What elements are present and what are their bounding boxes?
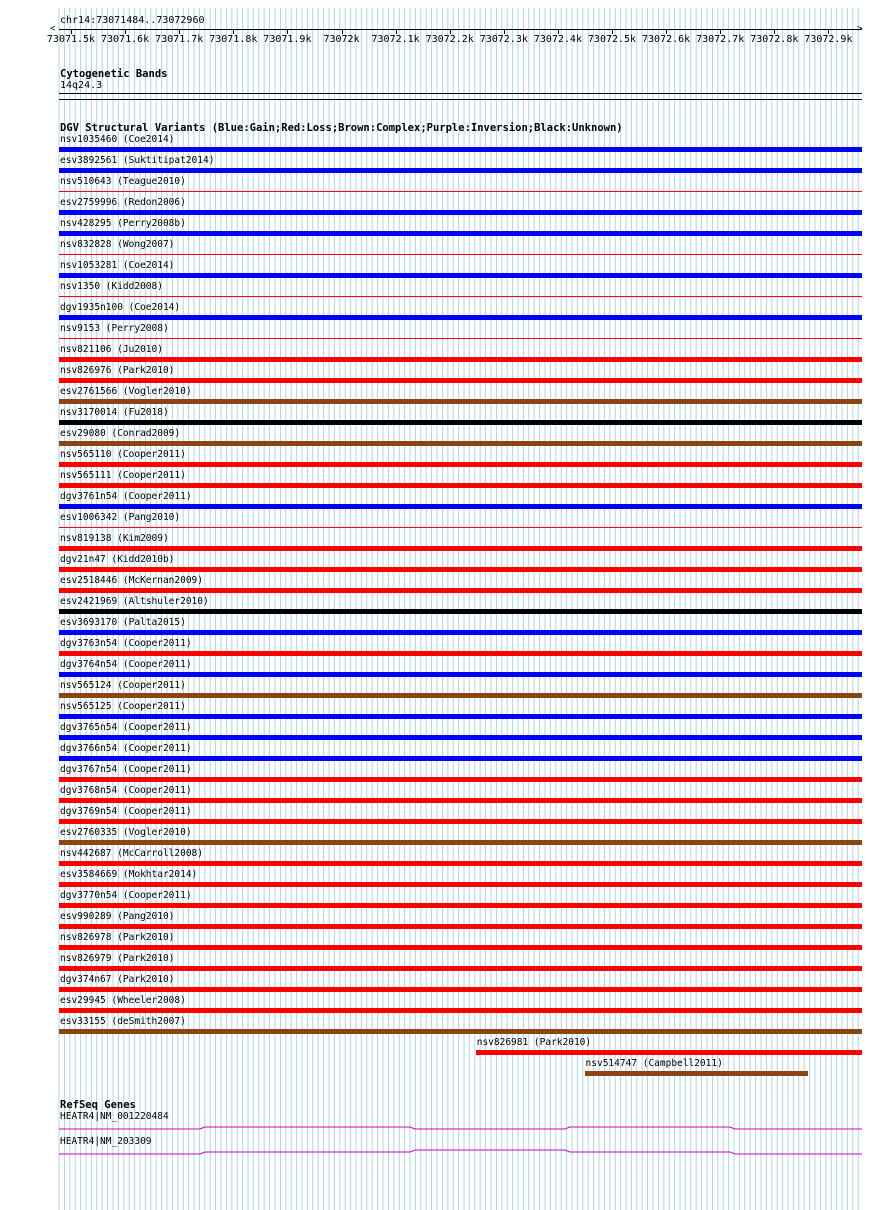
gene-model[interactable] xyxy=(59,1127,862,1129)
variant-label[interactable]: dgv374n67 (Park2010) xyxy=(60,974,175,985)
gene-model[interactable] xyxy=(59,1150,862,1154)
variant-label[interactable]: nsv510643 (Teague2010) xyxy=(60,176,186,187)
variant-label[interactable]: dgv3763n54 (Cooper2011) xyxy=(60,638,192,649)
variant-label[interactable]: esv3693170 (Palta2015) xyxy=(60,617,186,628)
ruler-tick-label: 73072k xyxy=(323,34,360,45)
region-label: chr14:73071484..73072960 xyxy=(60,15,205,26)
ruler-tick-label: 73071.5k xyxy=(46,34,96,45)
variant-label[interactable]: nsv565110 (Cooper2011) xyxy=(60,449,186,460)
variant-label[interactable]: nsv565125 (Cooper2011) xyxy=(60,701,186,712)
ruler-tick-label: 73072.8k xyxy=(750,34,799,45)
variant-label[interactable]: esv1006342 (Pang2010) xyxy=(60,512,181,523)
ruler-tick-label: 73072.4k xyxy=(533,34,582,45)
variant-label[interactable]: dgv3765n54 (Cooper2011) xyxy=(60,722,192,733)
variant-label[interactable]: nsv442687 (McCarroll2008) xyxy=(60,848,203,859)
dgv-track-title[interactable]: DGV Structural Variants (Blue:Gain;Red:Loss;Brown:Complex;Purple:Inversion;Black:Unknown) xyxy=(60,122,623,134)
variant-label[interactable]: nsv826976 (Park2010) xyxy=(60,365,175,376)
variant-label[interactable]: dgv1935n100 (Coe2014) xyxy=(60,302,181,313)
variant-label[interactable]: esv2761566 (Vogler2010) xyxy=(60,386,192,397)
ruler-tick-label: 73071.9k xyxy=(263,34,312,45)
gene-label[interactable]: HEATR4|NM_001220484 xyxy=(60,1111,169,1122)
variant-label[interactable]: nsv826979 (Park2010) xyxy=(60,953,175,964)
variant-label[interactable]: esv2760335 (Vogler2010) xyxy=(60,827,192,838)
ruler-tick-label: 73072.1k xyxy=(371,34,420,45)
variant-label[interactable]: dgv3768n54 (Cooper2011) xyxy=(60,785,192,796)
variant-label[interactable]: dgv3761n54 (Cooper2011) xyxy=(60,491,192,502)
variant-label[interactable]: nsv826981 (Park2010) xyxy=(476,1037,592,1048)
variant-label[interactable]: nsv3170014 (Fu2018) xyxy=(60,407,169,418)
variant-label[interactable]: nsv1350 (Kidd2008) xyxy=(60,281,163,292)
variant-label[interactable]: nsv826978 (Park2010) xyxy=(60,932,175,943)
variant-label[interactable]: esv29080 (Conrad2009) xyxy=(60,428,181,439)
variant-label[interactable]: nsv832828 (Wong2007) xyxy=(60,239,175,250)
cytoband-track-title[interactable]: Cytogenetic Bands xyxy=(60,68,168,80)
variant-label[interactable]: esv3584669 (Mokhtar2014) xyxy=(60,869,198,880)
variant-label[interactable]: dgv3764n54 (Cooper2011) xyxy=(60,659,192,670)
variant-label[interactable]: esv2759996 (Redon2006) xyxy=(60,197,186,208)
variant-label[interactable]: nsv1035460 (Coe2014) xyxy=(60,134,175,145)
variant-label[interactable]: dgv3766n54 (Cooper2011) xyxy=(60,743,192,754)
ruler-tick-label: 73071.8k xyxy=(209,34,258,45)
variant-label[interactable]: nsv565111 (Cooper2011) xyxy=(60,470,186,481)
variant-label[interactable]: dgv21n47 (Kidd2010b) xyxy=(60,554,175,565)
variant-label[interactable]: nsv819138 (Kim2009) xyxy=(60,533,169,544)
variant-label[interactable]: nsv565124 (Cooper2011) xyxy=(60,680,186,691)
variant-label[interactable]: esv3892561 (Suktitipat2014) xyxy=(60,155,215,166)
variant-label[interactable]: dgv3767n54 (Cooper2011) xyxy=(60,764,192,775)
variant-label[interactable]: nsv821106 (Ju2010) xyxy=(60,344,163,355)
cytoband-label: 14q24.3 xyxy=(60,80,103,91)
ruler-tick-label: 73072.7k xyxy=(696,34,745,45)
ruler-left-arrow: < xyxy=(50,24,56,34)
ruler-tick-label: 73072.9k xyxy=(804,34,853,45)
ruler-tick-label: 73071.6k xyxy=(101,34,150,45)
variant-label[interactable]: nsv514747 (Campbell2011) xyxy=(585,1058,723,1069)
variant-label[interactable]: esv29945 (Wheeler2008) xyxy=(60,995,186,1006)
ruler-right-arrow: > xyxy=(857,24,863,34)
refseq-track-title[interactable]: RefSeq Genes xyxy=(60,1099,136,1111)
variant-label[interactable]: esv2518446 (McKernan2009) xyxy=(60,575,203,586)
variant-label[interactable]: esv990289 (Pang2010) xyxy=(60,911,175,922)
variant-label[interactable]: dgv3769n54 (Cooper2011) xyxy=(60,806,192,817)
ruler-tick-label: 73072.3k xyxy=(479,34,528,45)
ruler-tick-label: 73072.6k xyxy=(642,34,691,45)
variant-label[interactable]: nsv1053281 (Coe2014) xyxy=(60,260,175,271)
variant-label[interactable]: dgv3770n54 (Cooper2011) xyxy=(60,890,192,901)
ruler-tick-label: 73072.2k xyxy=(425,34,474,45)
variant-label[interactable]: esv33155 (deSmith2007) xyxy=(60,1016,186,1027)
variant-label[interactable]: esv2421969 (Altshuler2010) xyxy=(60,596,209,607)
variant-label[interactable]: nsv428295 (Perry2008b) xyxy=(60,218,186,229)
variant-label[interactable]: nsv9153 (Perry2008) xyxy=(60,323,169,334)
gene-label[interactable]: HEATR4|NM_203309 xyxy=(60,1136,152,1147)
ruler-tick-label: 73072.5k xyxy=(587,34,637,45)
ruler-tick-label: 73071.7k xyxy=(155,34,204,45)
